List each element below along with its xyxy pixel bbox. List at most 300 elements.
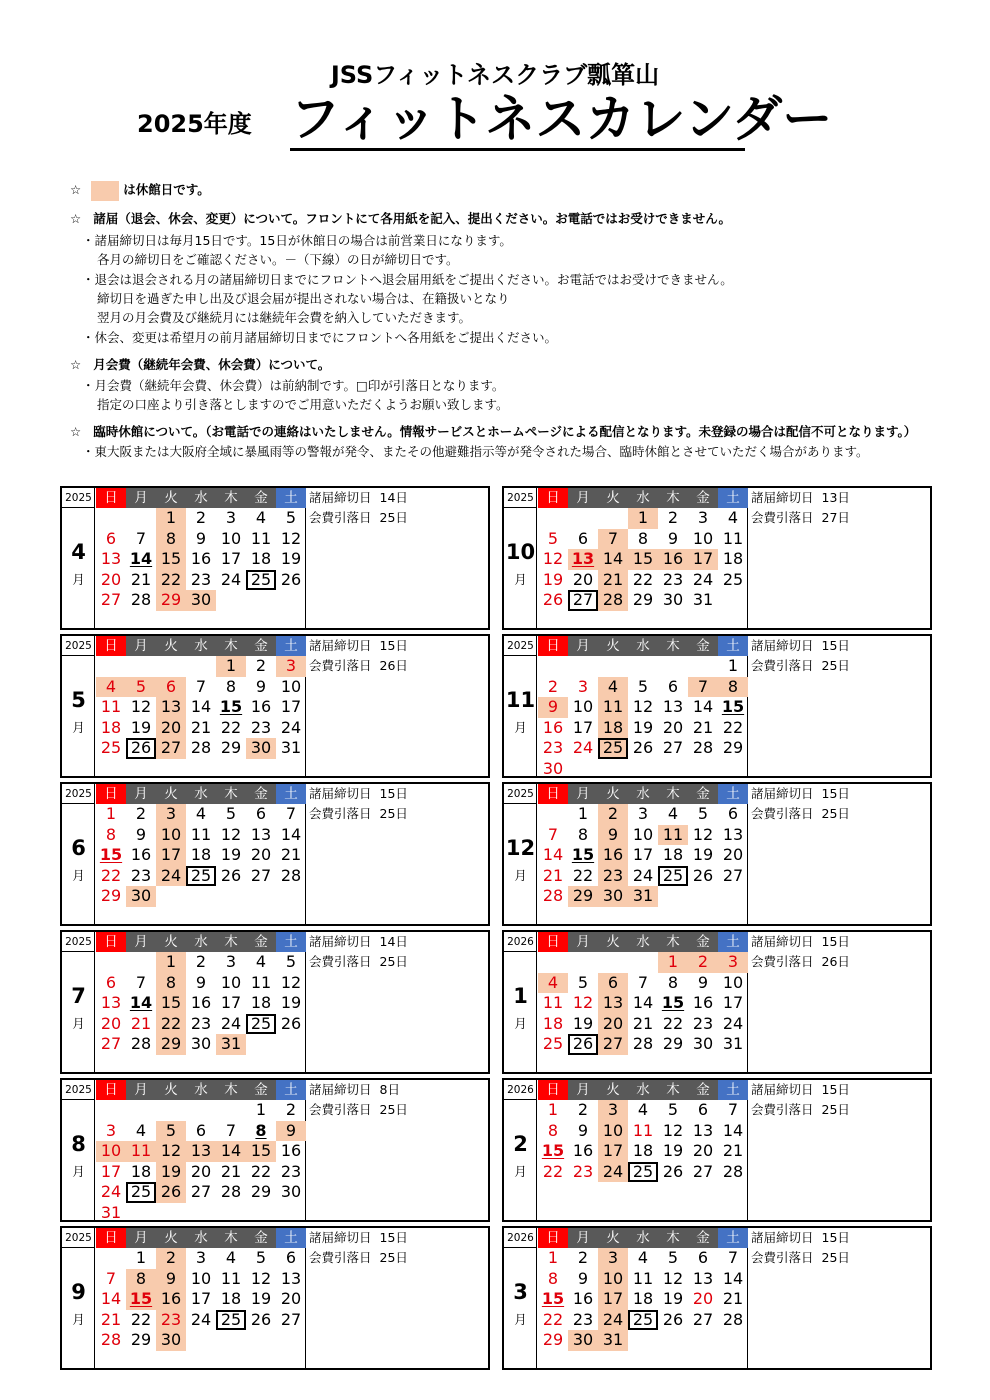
day-cell: 29 bbox=[100, 886, 122, 905]
weekday-label: 金 bbox=[254, 1230, 268, 1246]
day-cell: 25 bbox=[100, 738, 122, 757]
deadline-info bbox=[309, 1228, 408, 1248]
day-cell: 11 bbox=[632, 1268, 654, 1288]
day-cell: 9 bbox=[276, 1121, 306, 1142]
day-cell: 28 bbox=[632, 1034, 654, 1053]
day-cell: 11 bbox=[100, 697, 122, 716]
day-cell: 27 bbox=[598, 1034, 628, 1055]
deadline-info bbox=[751, 932, 850, 952]
day-cell: 20 bbox=[100, 569, 122, 589]
deadline-label: 諸届締切日 bbox=[751, 1230, 814, 1245]
day-cell: 11 bbox=[220, 1268, 242, 1288]
day-cell: 10 bbox=[598, 1269, 628, 1290]
debit-label: 会費引落日 bbox=[751, 658, 814, 673]
day-cell: 28 bbox=[100, 1330, 122, 1349]
weekday-label: 水 bbox=[194, 1082, 208, 1098]
calendar-month-number: 12 bbox=[505, 836, 536, 860]
debit-info bbox=[751, 804, 850, 824]
day-cell: 16 bbox=[572, 1141, 594, 1160]
month-label-column bbox=[62, 784, 95, 924]
day-cell: 11 bbox=[250, 972, 272, 992]
month-info bbox=[749, 488, 930, 628]
day-cell: 31 bbox=[628, 886, 658, 907]
day-cell: 20 bbox=[572, 569, 594, 589]
day-cell: 15 bbox=[156, 549, 186, 570]
day-cell: 31 bbox=[692, 590, 714, 609]
weekday-label: 日 bbox=[538, 488, 568, 508]
month-label-column bbox=[504, 784, 537, 924]
day-cell: 16 bbox=[156, 1289, 186, 1310]
day-cell: 24 bbox=[632, 865, 654, 885]
debit-label: 会費引落日 bbox=[751, 1102, 814, 1117]
day-cell: 30 bbox=[568, 1330, 598, 1351]
weekday-label: 火 bbox=[164, 1230, 178, 1246]
day-cell: 26 bbox=[156, 1182, 186, 1203]
day-cell: 11 bbox=[658, 825, 688, 846]
weekday-label: 金 bbox=[254, 786, 268, 802]
month-label-column bbox=[504, 1228, 537, 1368]
day-cell: 8 bbox=[547, 1120, 559, 1140]
day-cell: 22 bbox=[100, 865, 122, 885]
deadline-value: 15日 bbox=[821, 786, 850, 801]
debit-info bbox=[309, 1100, 408, 1120]
day-cell: 3 bbox=[156, 804, 186, 825]
day-cell: 14 bbox=[129, 993, 153, 1012]
day-cell: 24 bbox=[598, 1162, 628, 1183]
day-cell: 22 bbox=[542, 1309, 564, 1329]
day-cell: 18 bbox=[130, 1161, 152, 1181]
calendar-month-number: 1 bbox=[513, 984, 528, 1008]
day-cell: 4 bbox=[598, 677, 628, 698]
weekday-header bbox=[538, 1228, 748, 1248]
day-cell: 8 bbox=[156, 973, 186, 994]
day-cell: 22 bbox=[662, 1013, 684, 1033]
day-cell: 20 bbox=[190, 1161, 212, 1181]
day-cell: 12 bbox=[692, 824, 714, 844]
day-cell: 9 bbox=[667, 528, 679, 548]
day-cell: 12 bbox=[662, 1120, 684, 1140]
day-cell: 25 bbox=[246, 1014, 276, 1035]
day-cell: 1 bbox=[547, 1248, 559, 1267]
day-cell: 21 bbox=[632, 1013, 654, 1033]
day-cell: 9 bbox=[135, 824, 147, 844]
day-cell: 3 bbox=[577, 676, 589, 696]
note-text: 締切日を過ぎた申し出及び退会届が提出されない場合は、在籍扱いとなり bbox=[97, 291, 510, 306]
month-info bbox=[307, 784, 488, 924]
note-heading: 臨時休館について。（お電話での連絡はいたしません。情報サービスとホームページによる配信となります。未登録の場合は配信不可となります。） bbox=[93, 424, 917, 439]
debit-info bbox=[309, 508, 408, 528]
day-cell: 18 bbox=[722, 549, 744, 568]
calendar-year: 2026 bbox=[504, 1080, 537, 1100]
weekday-label: 木 bbox=[666, 638, 680, 654]
day-cell: 17 bbox=[220, 993, 242, 1012]
day-cell: 25 bbox=[722, 569, 744, 589]
weekday-label: 日 bbox=[538, 636, 568, 656]
day-cell: 4 bbox=[637, 1100, 649, 1119]
weekday-label: 火 bbox=[164, 1082, 178, 1098]
weekday-header bbox=[96, 1080, 306, 1100]
day-cell: 3 bbox=[598, 1100, 628, 1121]
day-cell: 17 bbox=[156, 845, 186, 866]
day-cell: 4 bbox=[255, 952, 267, 971]
day-cell: 8 bbox=[547, 1268, 559, 1288]
day-cell: 26 bbox=[662, 1161, 684, 1181]
day-cell: 25 bbox=[246, 570, 276, 591]
debit-info bbox=[309, 656, 408, 676]
day-cell: 7 bbox=[637, 972, 649, 992]
weekday-header bbox=[96, 932, 306, 952]
day-cell: 2 bbox=[667, 508, 679, 527]
day-cell: 14 bbox=[100, 1289, 122, 1308]
day-cell: 7 bbox=[135, 972, 147, 992]
deadline-info bbox=[751, 1080, 850, 1100]
note-text: 東大阪または大阪府全域に暴風雨等の警報が発令、またその他避難指示等が発令された場合、臨時休館とさせていただく場合があります。 bbox=[94, 444, 869, 459]
calendar-month-suffix: 月 bbox=[514, 720, 527, 735]
month-label-column bbox=[504, 636, 537, 776]
day-cell: 16 bbox=[542, 717, 564, 737]
debit-value: 25日 bbox=[379, 510, 408, 525]
day-cell: 13 bbox=[100, 549, 122, 568]
debit-label: 会費引落日 bbox=[309, 510, 372, 525]
day-cell: 5 bbox=[637, 676, 649, 696]
note-text: 月会費（継続年会費、休会費）は前納制です。□印が引落日となります。 bbox=[94, 378, 505, 393]
day-cell: 13 bbox=[568, 549, 598, 570]
weekday-label: 水 bbox=[636, 490, 650, 506]
day-cell: 19 bbox=[662, 1141, 684, 1160]
day-cell: 21 bbox=[190, 717, 212, 737]
weekday-label: 月 bbox=[576, 638, 590, 654]
day-cell: 8 bbox=[637, 528, 649, 548]
day-cell: 10 bbox=[220, 972, 242, 992]
weekday-label: 木 bbox=[666, 1230, 680, 1246]
weekday-label: 日 bbox=[538, 1080, 568, 1100]
deadline-info bbox=[309, 1080, 400, 1100]
deadline-value: 15日 bbox=[379, 1230, 408, 1245]
day-cell: 23 bbox=[250, 717, 272, 737]
day-cell: 27 bbox=[100, 1034, 122, 1053]
weekday-label: 土 bbox=[276, 784, 306, 804]
weekday-label: 木 bbox=[666, 1082, 680, 1098]
day-cell: 7 bbox=[225, 1120, 237, 1140]
calendar-year: 2025 bbox=[504, 636, 537, 656]
day-cell: 12 bbox=[130, 697, 152, 716]
day-cell: 16 bbox=[692, 993, 714, 1012]
weekday-label: 月 bbox=[134, 934, 148, 950]
day-cell: 1 bbox=[156, 952, 186, 973]
month-calendar bbox=[502, 634, 932, 778]
weekday-header bbox=[96, 1228, 306, 1248]
day-cell: 25 bbox=[658, 866, 688, 887]
day-cell: 7 bbox=[105, 1268, 117, 1288]
day-cell: 6 bbox=[598, 973, 628, 994]
day-cell: 19 bbox=[156, 1162, 186, 1183]
deadline-info bbox=[309, 636, 408, 656]
day-cell: 15 bbox=[156, 993, 186, 1014]
day-cell: 2 bbox=[156, 1248, 186, 1269]
month-calendar bbox=[502, 486, 932, 630]
day-cell: 30 bbox=[190, 1034, 212, 1053]
note-heading: 月会費（継続年会費、休会費）について。 bbox=[93, 357, 331, 372]
day-cell: 10 bbox=[632, 824, 654, 844]
day-cell: 14 bbox=[632, 993, 654, 1012]
debit-info bbox=[309, 952, 408, 972]
debit-label: 会費引落日 bbox=[309, 954, 372, 969]
day-cell: 5 bbox=[285, 952, 297, 971]
day-cell: 1 bbox=[105, 804, 117, 823]
weekday-label: 水 bbox=[194, 1230, 208, 1246]
weekday-label: 土 bbox=[718, 784, 748, 804]
day-cell: 27 bbox=[722, 865, 744, 885]
day-cell: 7 bbox=[285, 804, 297, 823]
day-cell: 5 bbox=[225, 804, 237, 823]
day-cell: 7 bbox=[727, 1248, 739, 1267]
note-line bbox=[70, 355, 330, 375]
calendar-month-suffix: 月 bbox=[72, 720, 85, 735]
debit-value: 26日 bbox=[821, 954, 850, 969]
debit-label: 会費引落日 bbox=[309, 1250, 372, 1265]
day-cell: 8 bbox=[105, 824, 117, 844]
debit-info bbox=[751, 952, 850, 972]
weekday-label: 土 bbox=[276, 1080, 306, 1100]
weekday-label: 月 bbox=[134, 638, 148, 654]
note-line bbox=[70, 328, 557, 348]
day-cell: 12 bbox=[220, 824, 242, 844]
day-cell: 20 bbox=[156, 718, 186, 739]
deadline-info bbox=[751, 636, 850, 656]
month-info bbox=[307, 636, 488, 776]
day-cell: 26 bbox=[280, 569, 302, 589]
day-cell: 19 bbox=[632, 717, 654, 737]
day-cell: 15 bbox=[541, 1141, 565, 1160]
day-cell: 13 bbox=[722, 824, 744, 844]
day-cell: 31 bbox=[100, 1202, 122, 1222]
weekday-label: 土 bbox=[718, 1228, 748, 1248]
deadline-info bbox=[751, 488, 850, 508]
day-cell: 18 bbox=[220, 1289, 242, 1308]
day-cell: 15 bbox=[721, 697, 745, 716]
day-cell: 28 bbox=[692, 738, 714, 757]
day-cell: 27 bbox=[156, 738, 186, 759]
month-info bbox=[307, 1080, 488, 1220]
day-cell: 27 bbox=[100, 590, 122, 609]
weekday-label: 火 bbox=[164, 786, 178, 802]
day-cell: 4 bbox=[255, 508, 267, 527]
day-cell: 29 bbox=[632, 590, 654, 609]
day-cell: 2 bbox=[547, 676, 559, 696]
day-cell: 1 bbox=[216, 656, 246, 677]
day-cell: 7 bbox=[195, 676, 207, 696]
calendar-year: 2025 bbox=[62, 1228, 95, 1248]
star-icon: ☆ bbox=[70, 211, 82, 226]
day-cell: 22 bbox=[250, 1161, 272, 1181]
weekday-header bbox=[96, 784, 306, 804]
day-cell: 9 bbox=[156, 1269, 186, 1290]
weekday-label: 日 bbox=[96, 488, 126, 508]
weekday-label: 土 bbox=[276, 488, 306, 508]
day-cell: 30 bbox=[662, 590, 684, 609]
legend-text: は休館日です。 bbox=[123, 182, 210, 197]
legend-line bbox=[70, 180, 210, 201]
month-info bbox=[749, 784, 930, 924]
calendar-month-number: 3 bbox=[513, 1280, 528, 1304]
day-cell: 9 bbox=[255, 676, 267, 696]
day-cell: 30 bbox=[692, 1034, 714, 1053]
month-label-column bbox=[62, 1080, 95, 1220]
weekday-label: 水 bbox=[636, 934, 650, 950]
day-cell: 23 bbox=[156, 1310, 186, 1331]
day-cell: 31 bbox=[216, 1034, 246, 1055]
weekday-header bbox=[538, 1080, 748, 1100]
debit-value: 25日 bbox=[821, 1250, 850, 1265]
day-cell: 12 bbox=[662, 1268, 684, 1288]
calendar-month-suffix: 月 bbox=[514, 572, 527, 587]
weekday-label: 金 bbox=[254, 1082, 268, 1098]
weekday-header bbox=[538, 636, 748, 656]
day-cell: 11 bbox=[126, 1141, 156, 1162]
debit-label: 会費引落日 bbox=[751, 1250, 814, 1265]
deadline-info bbox=[309, 932, 408, 952]
day-cell: 1 bbox=[577, 804, 589, 823]
day-cell: 5 bbox=[255, 1248, 267, 1267]
day-cell: 14 bbox=[216, 1141, 246, 1162]
weekday-header bbox=[538, 932, 748, 952]
day-cell: 20 bbox=[100, 1013, 122, 1033]
note-line bbox=[70, 395, 509, 415]
day-cell: 24 bbox=[598, 1310, 628, 1331]
calendar-month-number: 5 bbox=[71, 688, 86, 712]
day-cell: 24 bbox=[572, 738, 594, 757]
weekday-label: 土 bbox=[718, 932, 748, 952]
deadline-label: 諸届締切日 bbox=[751, 934, 814, 949]
day-cell: 10 bbox=[722, 972, 744, 992]
calendar-year: 2025 bbox=[62, 784, 95, 804]
note-line bbox=[70, 250, 459, 270]
month-label-column bbox=[504, 932, 537, 1072]
day-cell: 3 bbox=[195, 1248, 207, 1267]
day-cell: 3 bbox=[276, 656, 306, 677]
note-heading: 諸届（退会、休会、変更）について。フロントにて各用紙を記入、提出ください。お電話ではお受けできません。 bbox=[93, 211, 731, 226]
day-cell: 1 bbox=[156, 508, 186, 529]
weekday-label: 木 bbox=[666, 490, 680, 506]
day-cell: 27 bbox=[662, 738, 684, 757]
day-cell: 4 bbox=[637, 1248, 649, 1267]
weekday-header bbox=[538, 784, 748, 804]
day-cell: 14 bbox=[692, 697, 714, 716]
day-cell: 20 bbox=[722, 845, 744, 864]
day-cell: 2 bbox=[195, 952, 207, 971]
deadline-label: 諸届締切日 bbox=[309, 638, 372, 653]
day-cell: 3 bbox=[718, 952, 748, 973]
day-cell: 21 bbox=[692, 717, 714, 737]
day-cell: 15 bbox=[126, 1289, 156, 1310]
weekday-label: 土 bbox=[276, 636, 306, 656]
month-label-column bbox=[504, 1080, 537, 1220]
day-cell: 27 bbox=[568, 590, 598, 611]
day-cell: 18 bbox=[190, 845, 212, 864]
weekday-label: 水 bbox=[636, 1082, 650, 1098]
weekday-label: 木 bbox=[224, 490, 238, 506]
day-cell: 15 bbox=[219, 697, 243, 716]
note-line bbox=[70, 209, 731, 229]
day-cell: 14 bbox=[190, 697, 212, 716]
weekday-label: 火 bbox=[164, 490, 178, 506]
bullet-icon: ・ bbox=[82, 330, 95, 345]
calendar-year: 2025 bbox=[62, 488, 95, 508]
bullet-icon: ・ bbox=[82, 233, 95, 248]
note-text: 各月の締切日をご確認ください。－（下線）の日が締切日です。 bbox=[97, 252, 459, 267]
day-cell: 17 bbox=[220, 549, 242, 568]
day-cell: 10 bbox=[692, 528, 714, 548]
weekday-label: 火 bbox=[606, 786, 620, 802]
day-cell: 3 bbox=[225, 508, 237, 527]
debit-info bbox=[751, 508, 850, 528]
deadline-label: 諸届締切日 bbox=[751, 638, 814, 653]
day-grid bbox=[96, 636, 306, 776]
debit-value: 25日 bbox=[821, 658, 850, 673]
day-cell: 28 bbox=[722, 1161, 744, 1181]
day-cell: 21 bbox=[130, 569, 152, 589]
day-cell: 7 bbox=[547, 824, 559, 844]
weekday-label: 土 bbox=[276, 932, 306, 952]
day-cell: 15 bbox=[541, 1289, 565, 1308]
day-cell: 17 bbox=[572, 717, 594, 737]
day-cell: 30 bbox=[156, 1330, 186, 1351]
day-cell: 21 bbox=[100, 1309, 122, 1329]
weekday-label: 火 bbox=[606, 638, 620, 654]
weekday-header bbox=[538, 488, 748, 508]
calendar-month-suffix: 月 bbox=[514, 1016, 527, 1031]
debit-label: 会費引落日 bbox=[309, 658, 372, 673]
day-cell: 28 bbox=[130, 1034, 152, 1053]
day-cell: 17 bbox=[632, 845, 654, 864]
day-cell: 15 bbox=[246, 1141, 276, 1162]
day-cell: 26 bbox=[280, 1013, 302, 1033]
weekday-label: 金 bbox=[254, 934, 268, 950]
weekday-label: 木 bbox=[224, 1082, 238, 1098]
day-cell: 30 bbox=[542, 758, 564, 778]
day-cell: 3 bbox=[598, 1248, 628, 1269]
day-cell: 19 bbox=[280, 993, 302, 1012]
day-cell: 10 bbox=[572, 697, 594, 716]
day-cell: 14 bbox=[722, 1120, 744, 1140]
day-cell: 24 bbox=[220, 569, 242, 589]
day-cell: 9 bbox=[538, 697, 568, 718]
day-cell: 24 bbox=[100, 1182, 122, 1201]
day-cell: 13 bbox=[100, 993, 122, 1012]
debit-value: 25日 bbox=[821, 806, 850, 821]
weekday-label: 金 bbox=[696, 638, 710, 654]
day-cell: 3 bbox=[225, 952, 237, 971]
weekday-label: 金 bbox=[254, 490, 268, 506]
note-line bbox=[70, 442, 869, 462]
day-cell: 20 bbox=[280, 1289, 302, 1308]
debit-value: 25日 bbox=[379, 1250, 408, 1265]
deadline-label: 諸届締切日 bbox=[309, 1082, 372, 1097]
weekday-label: 火 bbox=[606, 1082, 620, 1098]
deadline-label: 諸届締切日 bbox=[309, 786, 372, 801]
weekday-label: 月 bbox=[576, 1082, 590, 1098]
month-calendar bbox=[60, 1078, 490, 1222]
weekday-label: 水 bbox=[194, 638, 208, 654]
calendar-month-number: 4 bbox=[71, 540, 86, 564]
deadline-value: 14日 bbox=[379, 490, 408, 505]
day-cell: 12 bbox=[632, 697, 654, 716]
day-cell: 13 bbox=[186, 1141, 216, 1162]
day-cell: 13 bbox=[280, 1268, 302, 1288]
calendar-month-number: 7 bbox=[71, 984, 86, 1008]
day-cell: 16 bbox=[250, 697, 272, 716]
weekday-header bbox=[96, 636, 306, 656]
